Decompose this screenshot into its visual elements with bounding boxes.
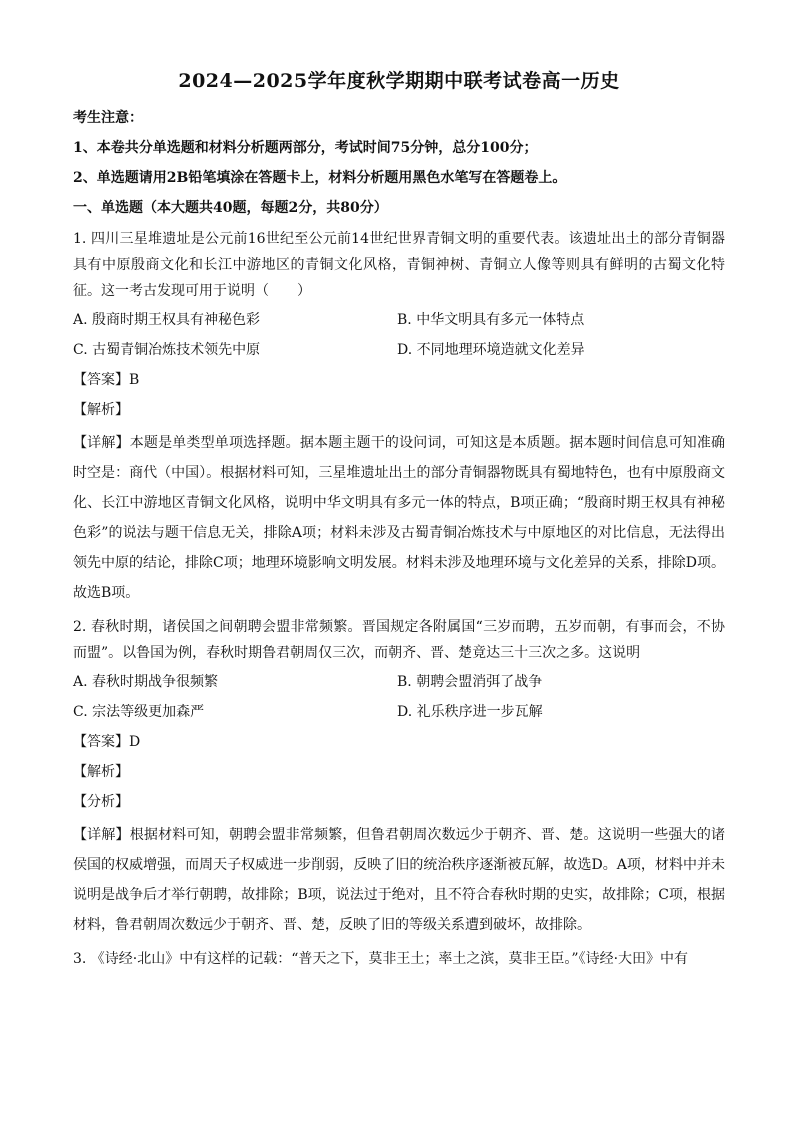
section-heading: 一、单选题（本大题共40题，每题2分，共80分）: [73, 200, 388, 216]
exam-page: [73, 68, 725, 976]
option-a: A. 春秋时期战争很频繁: [73, 674, 219, 690]
option-d: D. 礼乐秩序进一步瓦解: [397, 704, 543, 720]
detail-paragraph: 【详解】根据材料可知，朝聘会盟非常频繁，但鲁君朝周次数远少于朝齐、晋、楚。这说明一些强大的诸侯国的权威增强，而周天子权威进一步削弱，反映了旧的统治秩序逐渐被瓦解，故选D。A项，材料中并未说明是战争后才举行朝聘，故排除；B项，说法过于绝对，且不符合春秋时期的史实，故排除；C项，根据材料，鲁君朝周次数远少于朝齐、晋、楚，反映了旧的等级关系遭到破坏，故排除。: [73, 827, 725, 933]
answer-line: 【答案】B: [73, 372, 140, 388]
option-c: C. 宗法等级更加森严: [73, 704, 205, 720]
analysis-tag: 【解析】: [73, 764, 129, 780]
notice-line-1: 1、本卷共分单选题和材料分析题两部分，考试时间75分钟，总分100分；: [73, 140, 538, 156]
detail-paragraph: 【详解】本题是单类型单项选择题。据本题主题干的设问词，可知这是本质题。据本题时间信息可知准确时空是：商代（中国）。根据材料可知，三星堆遗址出土的部分青铜器物既具有蜀地特色，也有中原殷商文化、长江中游地区青铜文化风格，说明中华文明具有多元一体的特点，B项正确；“殷商时期王权具有神秘色彩”的说法与题干信息无关，排除A项；材料未涉及古蜀青铜冶炼技术与中原地区的对比信息，无法得出领先中原的结论，排除C项；地理环境影响文明发展。材料未涉及地理环境与文化差异的关系，排除D项。故选B项。: [73, 435, 725, 601]
option-c: C. 古蜀青铜冶炼技术领先中原: [73, 342, 261, 358]
option-d: D. 不同地理环境造就文化差异: [397, 342, 585, 358]
question-stem: 2. 春秋时期，诸侯国之间朝聘会盟非常频繁。晋国规定各附属国“三岁而聘，五岁而朝，有事而会，不协而盟”。以鲁国为例，春秋时期鲁君朝周仅三次，而朝齐、晋、楚竟达三十三次之多。这说明: [73, 619, 725, 661]
answer-line: 【答案】D: [73, 734, 141, 750]
question-2: [73, 614, 725, 940]
notice-heading: 考生注意：: [73, 110, 143, 126]
option-b: B. 朝聘会盟消弭了战争: [397, 674, 543, 690]
notice-line-2: 2、单选题请用2B铅笔填涂在答题卡上，材料分析题用黑色水笔写在答题卷上。: [73, 170, 567, 186]
question-stem: 1. 四川三星堆遗址是公元前16世纪至公元前14世纪世界青铜文明的重要代表。该遗址出土的部分青铜器具有中原殷商文化和长江中游地区的青铜文化风格，青铜神树、青铜立人像等则具有鲜明的古蜀文化特征。这一考古发现可用于说明（ ）: [73, 231, 725, 299]
option-a: A. 殷商时期王权具有神秘色彩: [73, 312, 261, 328]
fenxi-tag: 【分析】: [73, 794, 129, 810]
question-3: [73, 946, 725, 972]
options-grid: [73, 670, 725, 724]
page-title: 2024—2025学年度秋学期期中联考试卷高一历史: [178, 70, 620, 92]
option-b: B. 中华文明具有多元一体特点: [397, 312, 585, 328]
question-stem: 3. 《诗经·北山》中有这样的记载：“普天之下，莫非王土；率土之滨，莫非王臣。”《诗经·大田》中有: [73, 951, 689, 967]
options-grid: [73, 308, 725, 362]
question-1: [73, 226, 725, 608]
analysis-tag: 【解析】: [73, 402, 129, 418]
